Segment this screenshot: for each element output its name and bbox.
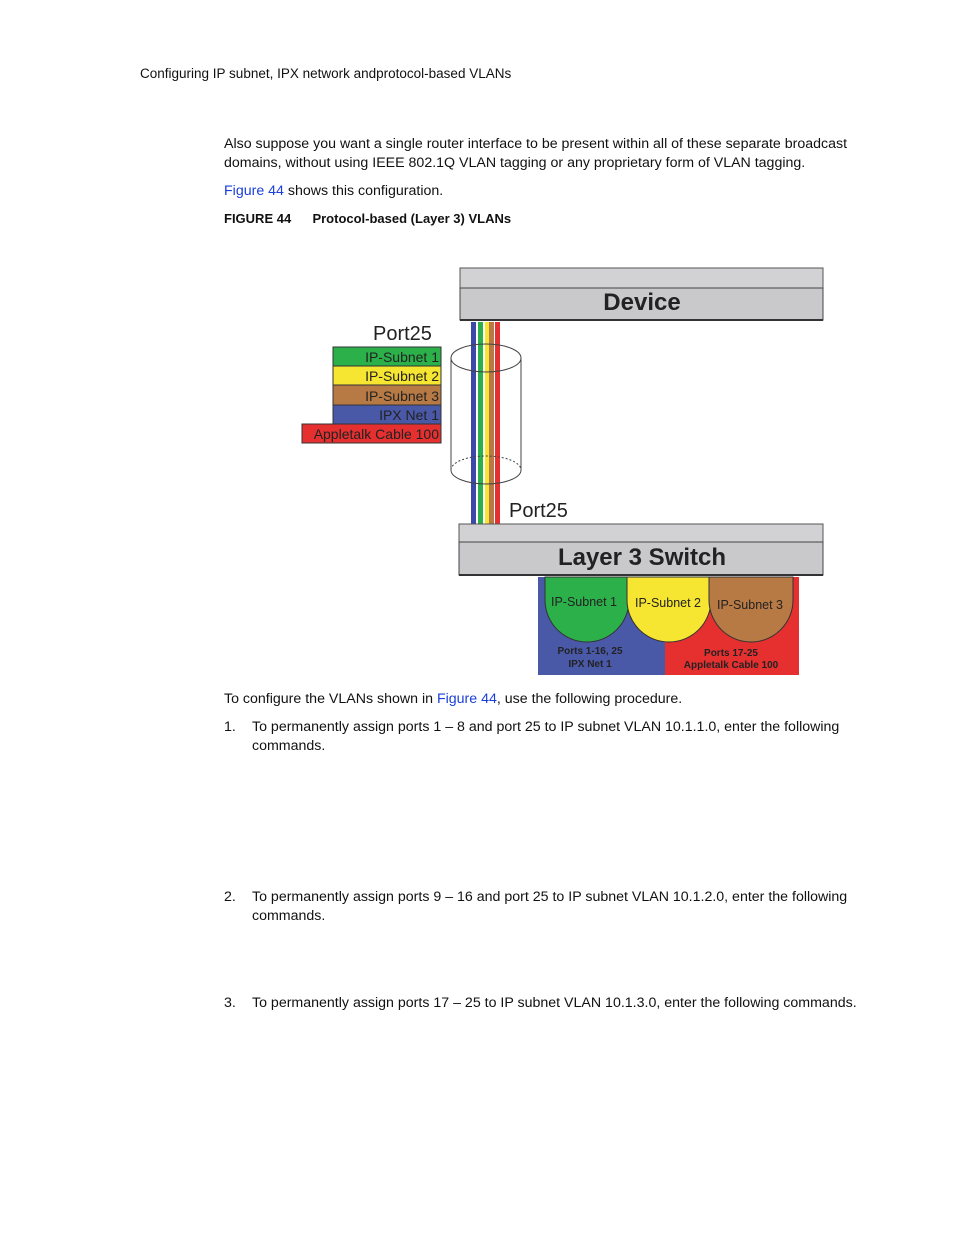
strand-brown bbox=[489, 322, 494, 524]
appletalk-box-line2: Appletalk Cable 100 bbox=[683, 660, 779, 671]
port-label-top: Port25 bbox=[373, 323, 432, 345]
step-text: To permanently assign ports 1 – 8 and port 25 to IP subnet VLAN 10.1.1.0, enter the following commands. bbox=[252, 719, 840, 754]
vlan-legend bbox=[302, 347, 441, 443]
device-label: Device bbox=[603, 289, 681, 316]
ipx-box-line2: IPX Net 1 bbox=[568, 659, 612, 670]
legend-ip-subnet-1: IP-Subnet 1 bbox=[365, 349, 439, 365]
oval-label-3: IP-Subnet 3 bbox=[716, 598, 784, 612]
intro-paragraph: Also suppose you want a single router interface to be present within all of these separate broadcast domains, without using IEEE 802.1Q VLAN tagging or any proprietary form of VLAN tagging. bbox=[224, 136, 848, 171]
step-text: To permanently assign ports 17 – 25 to IP subnet VLAN 10.1.3.0, enter the following commands. bbox=[252, 995, 857, 1011]
running-header: Configuring IP subnet, IPX network andprotocol-based VLANs bbox=[140, 66, 512, 81]
strand-red bbox=[495, 322, 500, 524]
appletalk-box-line1: Ports 17-25 bbox=[704, 648, 758, 659]
oval-label-2: IP-Subnet 2 bbox=[634, 596, 702, 610]
switch-box-top bbox=[459, 524, 823, 542]
port-label-bottom: Port25 bbox=[509, 500, 568, 522]
step-1 bbox=[224, 718, 874, 758]
figure-reference-text: shows this configuration. bbox=[283, 183, 444, 199]
step-number: 1. bbox=[224, 719, 236, 735]
switch-label: Layer 3 Switch bbox=[557, 544, 727, 571]
legend-ip-subnet-2: IP-Subnet 2 bbox=[365, 368, 439, 384]
procedure-intro bbox=[224, 690, 874, 709]
step-3 bbox=[224, 994, 874, 1034]
step-2 bbox=[224, 888, 874, 928]
figure-link-2[interactable]: Figure 44 bbox=[436, 691, 497, 707]
legend-appletalk: Appletalk Cable 100 bbox=[313, 426, 439, 442]
figure-title: Protocol-based (Layer 3) VLANs bbox=[312, 211, 512, 226]
strand-blue bbox=[471, 322, 476, 524]
ipx-box-line1: Ports 1-16, 25 bbox=[557, 646, 623, 657]
device-box-top bbox=[460, 268, 823, 288]
step-text: To permanently assign ports 9 – 16 and port 25 to IP subnet VLAN 10.1.2.0, enter the following commands. bbox=[252, 889, 848, 924]
step-number: 2. bbox=[224, 889, 236, 905]
strand-green bbox=[478, 322, 483, 524]
legend-ip-subnet-3: IP-Subnet 3 bbox=[365, 388, 439, 404]
figure-number: FIGURE 44 bbox=[224, 211, 292, 226]
oval-label-1: IP-Subnet 1 bbox=[550, 595, 618, 609]
step-number: 3. bbox=[224, 995, 236, 1011]
legend-ipx-net-1: IPX Net 1 bbox=[379, 407, 439, 423]
procedure-text-after: , use the following procedure. bbox=[496, 691, 683, 707]
procedure-text-before: To configure the VLANs shown in bbox=[224, 691, 437, 707]
figure-link[interactable]: Figure 44 bbox=[224, 183, 284, 199]
